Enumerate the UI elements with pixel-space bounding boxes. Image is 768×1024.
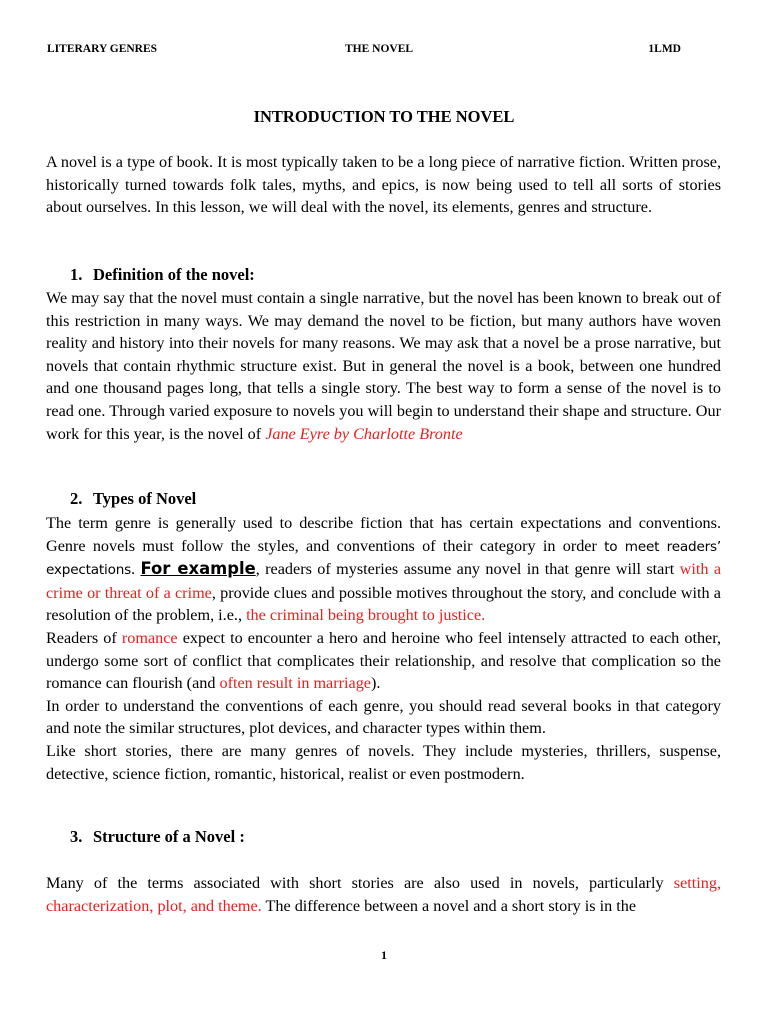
section-1-highlight: Jane Eyre by Charlotte Bronte bbox=[265, 424, 463, 443]
romance-intro-text: Readers of bbox=[46, 628, 117, 647]
genre-intro-text: The term genre is generally used to describe fiction that has certain expectations and conventions. Genre novels must follow the styles, and conventions of their category in order bbox=[46, 514, 721, 555]
mystery-crime-highlight: with a crime or threat of a crime bbox=[46, 560, 722, 602]
page-header bbox=[47, 43, 681, 59]
document-title: INTRODUCTION TO THE NOVEL bbox=[253, 107, 515, 126]
header-level: 1LMD bbox=[648, 43, 681, 55]
mystery-clues-text: , provide clues and possible motives throughout the story, and conclude with a resolution of the problem, i.e., bbox=[46, 583, 721, 625]
marriage-highlight: often result in marriage bbox=[219, 674, 371, 693]
section-1-title: Definition of the novel: bbox=[93, 265, 255, 284]
section-3-highlight: setting, characterization, plot, and theme. bbox=[46, 874, 721, 915]
section-1-number: 1. bbox=[70, 265, 83, 284]
section-1-paragraph bbox=[46, 287, 721, 445]
page-number: 1 bbox=[381, 948, 387, 962]
section-2-title: Types of Novel bbox=[93, 489, 197, 508]
section-3-paragraph bbox=[46, 872, 721, 917]
genre-expectations-text: to meet readers’ expectations bbox=[46, 538, 722, 579]
section-2-paragraph-3: In order to understand the conventions of each genre, you should read several books in that category and note the similar structures, plot devices, and character types within them. bbox=[46, 696, 721, 738]
section-2-paragraph-4: Like short stories, there are many genres of novels. They include mysteries, thrillers, suspense, detective, science fiction, romantic, historical, realist or even postmodern. bbox=[46, 741, 721, 783]
section-3-heading bbox=[70, 827, 245, 847]
mystery-text: , readers of mysteries assume any novel in that genre will start bbox=[255, 560, 675, 579]
for-example-label: For example bbox=[140, 559, 256, 579]
section-2-heading bbox=[70, 489, 196, 509]
header-topic: THE NOVEL bbox=[345, 43, 414, 55]
romance-close: ). bbox=[370, 674, 381, 693]
section-1-text: We may say that the novel must contain a single narrative, but the novel has been known to break out of this restriction in many ways. We may demand the novel to be fiction, but many authors have woven reality and history into their novels for many reasons. We may ask that a novel be a prose narrative, but novels that contain rhythmic structure exist. But in general the novel is a book, between one hundred and one thousand pages long, that tells a single story. The best way to form a sense of the novel is to read one. Through varied exposure to novels you will begin to understand their shape and structure. Our work for this year, is the novel of bbox=[46, 289, 721, 443]
romance-highlight: romance bbox=[121, 628, 178, 647]
section-3-number: 3. bbox=[70, 827, 83, 846]
mystery-justice-highlight: the criminal being brought to justice. bbox=[246, 606, 486, 625]
section-2-paragraph-1 bbox=[46, 512, 721, 627]
section-2-number: 2. bbox=[70, 489, 83, 508]
section-3-text-b: The difference between a novel and a short story is in the bbox=[265, 896, 637, 915]
section-3-title: Structure of a Novel : bbox=[93, 827, 245, 846]
romance-text: expect to encounter a hero and heroine who feel intensely attracted to each other, undergo some sort of conflict that complicates their relationship, and resolve that complication so the romance can flourish (and bbox=[46, 628, 722, 693]
section-2-paragraph-2 bbox=[46, 627, 721, 695]
section-1-heading bbox=[70, 265, 255, 285]
intro-paragraph: A novel is a type of book. It is most typically taken to be a long piece of narrative fiction. Written prose, historically turned towards folk tales, myths, and epics, is now being used to tell all sorts of stories about ourselves. In this lesson, we will deal with the novel, its elements, genres and structure. bbox=[46, 153, 721, 217]
section-3-text-a: Many of the terms associated with short stories are also used in novels, particularly bbox=[46, 874, 664, 892]
genre-period: . bbox=[131, 560, 136, 579]
section-2-body bbox=[46, 512, 721, 785]
header-course: LITERARY GENRES bbox=[47, 43, 158, 55]
